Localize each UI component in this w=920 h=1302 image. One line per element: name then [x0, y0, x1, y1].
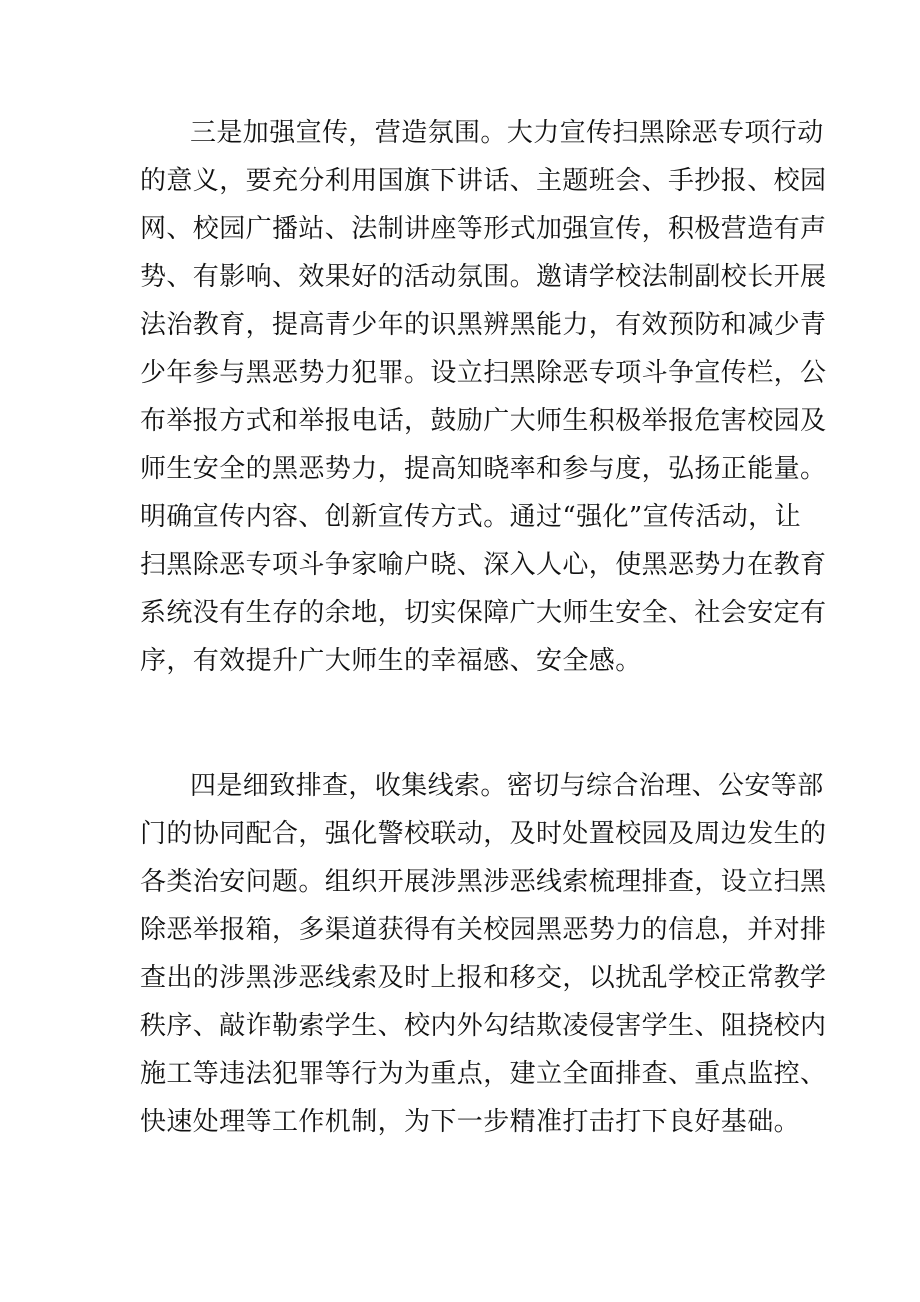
text-line: 除恶举报箱，多渠道获得有关校园黑恶势力的信息，并对排	[140, 915, 827, 945]
text-line: 各类治安问题。组织开展涉黑涉恶线索梳理排查，设立扫黑	[140, 867, 827, 897]
text-line: 网、校园广播站、法制讲座等形式加强宣传，积极营造有声	[140, 214, 827, 244]
text-line: 快速处理等工作机制，为下一步精准打击打下良好基础。	[140, 1107, 801, 1137]
text-line: 师生安全的黑恶势力，提高知晓率和参与度，弘扬正能量。	[140, 454, 827, 484]
text-line: 的意义，要充分利用国旗下讲话、主题班会、手抄报、校园	[140, 166, 827, 196]
text-line: 序，有效提升广大师生的幸福感、安全感。	[140, 646, 642, 676]
text-line: 门的协同配合，强化警校联动，及时处置校园及周边发生的	[140, 819, 827, 849]
text-line: 查出的涉黑涉恶线索及时上报和移交，以扰乱学校正常教学	[140, 963, 827, 993]
text-line: 系统没有生存的余地，切实保障广大师生安全、社会安定有	[140, 598, 827, 628]
text-line: 施工等违法犯罪等行为为重点，建立全面排查、重点监控、	[140, 1059, 827, 1089]
text-line: 布举报方式和举报电话，鼓励广大师生积极举报危害校园及	[140, 406, 827, 436]
text-line: 扫黑除恶专项斗争家喻户晓、深入人心，使黑恶势力在教育	[140, 550, 827, 580]
text-line: 少年参与黑恶势力犯罪。设立扫黑除恶专项斗争宣传栏，公	[140, 358, 827, 388]
text-line: 三是加强宣传，营造氛围。大力宣传扫黑除恶专项行动	[190, 118, 824, 148]
text-line: 势、有影响、效果好的活动氛围。邀请学校法制副校长开展	[140, 262, 827, 292]
text-line: 法治教育，提高青少年的识黑辨黑能力，有效预防和减少青	[140, 310, 827, 340]
text-line: 四是细致排查，收集线索。密切与综合治理、公安等部	[190, 771, 824, 801]
text-line: 秩序、敲诈勒索学生、校内外勾结欺凌侵害学生、阻挠校内	[140, 1011, 827, 1041]
text-line: 明确宣传内容、创新宣传方式。通过“强化”宣传活动，让	[140, 502, 801, 532]
